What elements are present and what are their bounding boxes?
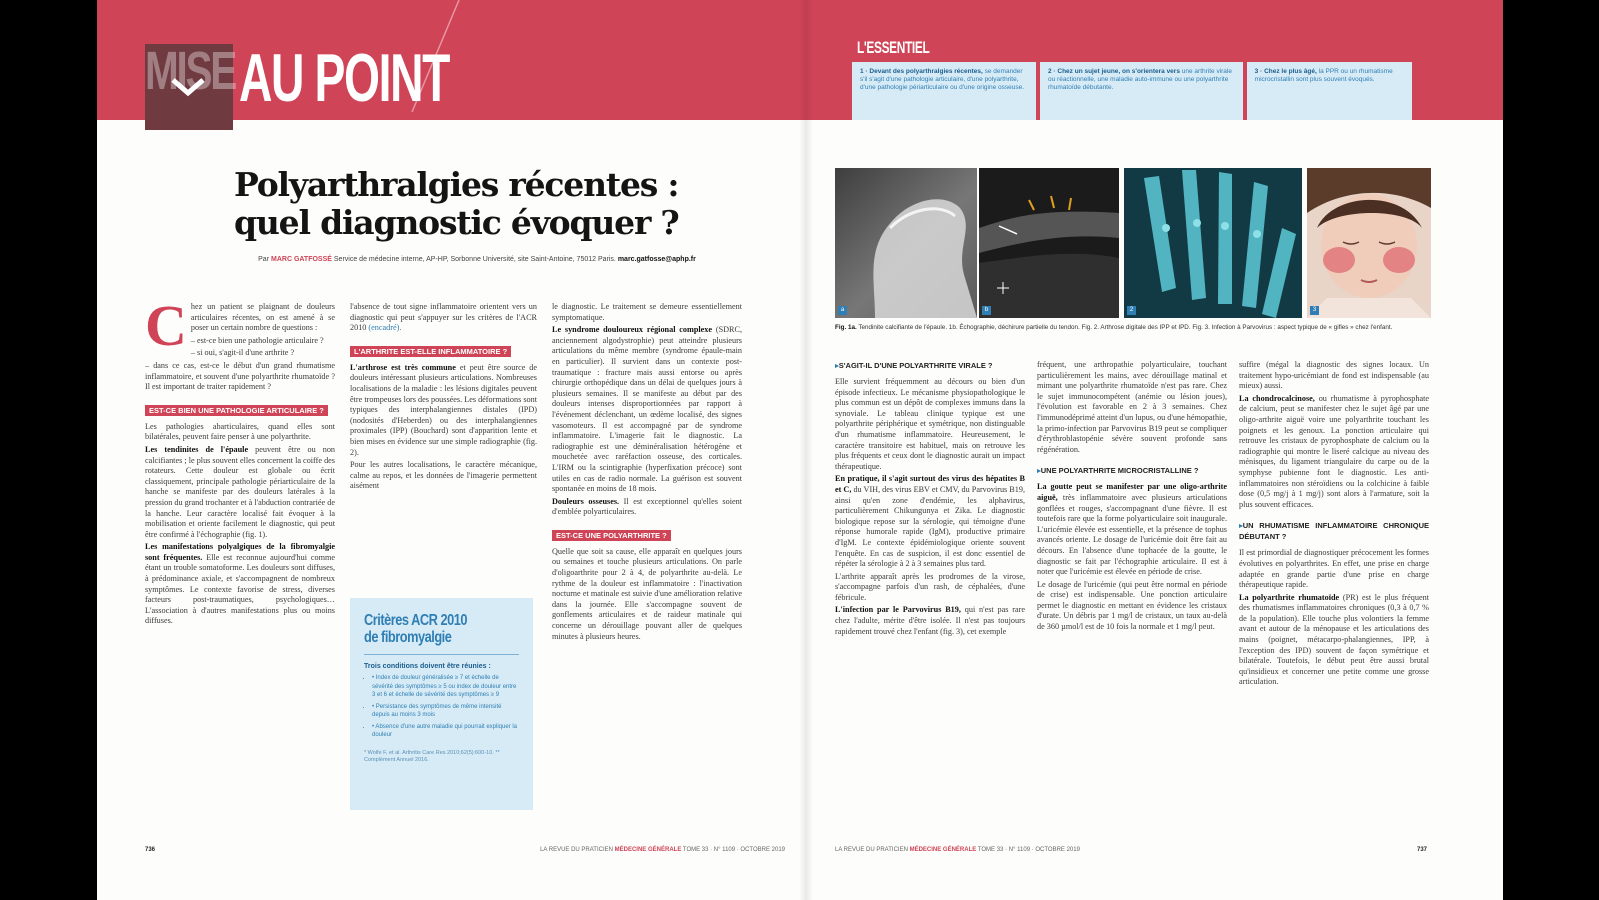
body-paragraph: Le dosage de l'uricémie (qui peut être normal en période de crise) est indispensable. Une ponction articulaire permet le diagnostic en mettant en évidence les cristaux d'urate. Un débris par 1 mg/l de cristaux, un taux au-delà de 360 µmol/l est de 10 fois la normale et 1 mg/l peut. <box>1037 579 1227 632</box>
right-column-1 <box>835 360 1025 815</box>
ultrasound-image <box>979 168 1119 318</box>
section-heading: ▸ UNE POLYARTHRITE MICROCRISTALLINE ? <box>1037 465 1227 476</box>
essentiel-item-3 <box>1247 62 1412 120</box>
essentiel-item-text: se demander s'il s'agit d'une pathologie articulaire, d'une polyarthrite, d'une pathologie périarticulaire ou d'une origine osseuse. <box>860 68 1025 92</box>
left-column-2 <box>350 302 537 592</box>
rubric-title: AU POINT <box>239 40 450 116</box>
body-paragraph <box>1037 482 1227 577</box>
article-title-line-1: Polyarthralgies récentes : <box>234 165 679 204</box>
byline-prefix: Par <box>258 256 270 263</box>
acr-criteria-box <box>350 598 533 810</box>
intro-bullet: – est-ce bien une pathologie articulaire ? <box>190 335 324 345</box>
body-paragraph: Il est primordial de diagnostiquer précocement les formes évolutives en polyarthrites. En effet, une prise en charge adaptée en grande partie d'une prise en charge thérapeutique rapide. <box>1239 548 1429 590</box>
footer-brand: MÉDECINE GÉNÉRALE <box>614 847 682 853</box>
body-paragraph <box>835 474 1025 569</box>
author-name: MARC GATFOSSÉ <box>271 256 332 263</box>
figure-1b-ultrasound <box>979 168 1119 318</box>
lead-in: Les tendinites de l'épaule <box>145 444 249 454</box>
lead-in: En pratique, il s'agit surtout des virus des hépatites B et C, <box>835 474 1025 494</box>
intro-text: hez un patient se plaignant de douleurs articulaires récentes, on est amené à se poser un certain nombre de questions : <box>190 302 335 333</box>
body-paragraph: Elle survient fréquemment au décours ou bien d'un épisode infectieux. Le mécanisme physiopathologique le plus commun est un dépôt de complexes immuns dans la synoviale. Le tableau clinique typique est une polyarthrite périphérique et symétrique, non distinguable d'un rhumatisme inflammatoire. Heureusement, le caractère transitoire est habituel, mais on retrouve les plus fréquents et ceux dont le diagnostic aurait un impact thérapeutique. <box>835 377 1025 471</box>
lead-in: La polyarthrite rhumatoïde <box>1239 592 1340 602</box>
lead-in: Douleurs osseuses. <box>552 496 620 506</box>
body-paragraph: Quelle que soit sa cause, elle apparaît en quelques jours ou semaines et touche plusieurs articulations. On parle d'oligoarthrite pour 2 à 4, de polyarthrite au-delà. Le rythme de la douleur est inflammatoire : l'inactivation nocturne et matinale est suivie d'une amélioration relative dans la journée. Elle s'accompagne souvent de gonflements articulaires et de raideur matinale qui concerne un dérouillage pouvant aller de quelques minutes à plusieurs heures. <box>552 546 742 641</box>
body-paragraph: fréquent, une arthropathie polyarticulaire, touchant particulièrement les mains, avec dérouillage matinal et mimant une polyarthrite rhumatoïde n'est pas rare. Chez le sujet immunocompétent (anémie ou lésion joues), l'évolution est favorable en 2 à 3 semaines. Chez l'immunodéprimé atteint d'un lupus, ou d'une hémopathie, la primo-infection par Parvovirus B19 peut se compliquer d'érythroblastopénie sévère souvent profonde sans régénération. <box>1037 360 1227 454</box>
figure-badge: b <box>982 306 991 315</box>
footer-journal: LA REVUE DU PRATICIEN <box>540 847 613 853</box>
paragraph-text: très inflammatoire avec plusieurs articulations gonflées et rouges, s'accompagnant d'une fièvre. Il est toutefois rare que la forme polyarticulaire soit inaugurale. L'uricémie élevée est essentielle, et la présence de tophus avancés oriente. Le dosage de l'uricémie doit être fait au décours. En l'absence d'une tophacée de la goutte, le diagnostic se fait par l'échographie articulaire. Il est à noter que l'uricémie est élevée en période de crise. <box>1037 492 1227 577</box>
chevron-check-icon <box>169 74 207 98</box>
magazine-spread <box>97 0 1503 900</box>
footer-journal: LA REVUE DU PRATICIEN <box>835 847 908 853</box>
box-criterion: • • Index de douleur généralisée ≥ 7 et échelle de sévérité des symptômes ≥ 5 ou index de douleur entre 3 et 6 et échelle de sévérité des symptômes ≥ 9 <box>372 674 519 700</box>
essentiel-item-1 <box>852 62 1036 120</box>
paragraph-text: du VIH, des virus EBV et CMV, du Parvovirus B19, ainsi qu'en zone d'endémie, les alphavirus, particulièrement Chikungunya et Zika. Le diagnostic biologique repose sur la sérologie, qui témoigne d'une réponse humorale rapide (IgM), productive primaire d'IgM. Le contexte épidémiologique oriente souvent l'enquête. En cas de suspicion, il est donc essentiel de répéter la sérologie à 2 à 3 semaines plus tard. <box>835 484 1025 569</box>
box-criteria-list <box>364 674 519 740</box>
paragraph-text: (SDRC, anciennement algodystrophie) peut atteindre plusieurs articulations du même membre (syndrome épaule-main en particulier). Il survient dans un contexte post-traumatique : fracture mais aussi entorse ou après chirurgie orthopédique dans un délai de quelques jours à plusieurs semaines. Il se manifeste au début par des douleurs intenses disproportionnées par rapport à l'événement déclenchant, un œdème localisé, des signes vasomoteurs. Il est accompagné par de syndrome inflammatoire. L'imagerie fait le diagnostic. La radiographie est une déminéralisation hétérogène et mouchetée avec raréfaction osseuse, des corticales. L'IRM ou la scintigraphie (hyperfixation précoce) sont utiles en cas de radio normale. La guérison est souvent spontanée en moins de 18 mois. <box>552 325 742 494</box>
footer-issue-text: TOME 33 · N° 1109 · OCTOBRE 2019 <box>977 847 1080 853</box>
figure-badge: a <box>838 306 847 315</box>
lead-in: L'infection par le Parvovirus B19, <box>835 605 961 615</box>
intro-bullet: – dans ce cas, est-ce le début d'un grand rhumatisme inflammatoire, et souvent d'une polyarthrite rhumatoïde ? Il est important de traiter rapidement ? <box>145 360 335 392</box>
box-criterion: • • Absence d'une autre maladie qui pourrait expliquer la douleur <box>372 723 519 740</box>
right-page-footer <box>835 847 1427 853</box>
right-column-3 <box>1239 360 1429 815</box>
caption-text: Tendinite calcifiante de l'épaule. 1b. Échographie, déchirure partielle du tendon. Fig. 2. Arthrose digitale des IPP et IPD. Fig. 3. Infection à Parvovirus : aspect typique de « gifles » chez l'enfant. <box>858 324 1393 331</box>
essentiel-item-lead: 2 · Chez un sujet jeune, on s'orientera vers <box>1048 68 1180 75</box>
paragraph-text: (PR) est le plus fréquent des rhumatismes inflammatoires chroniques (0,3 à 0,7 % de la population). Elle touche plus volontiers la femme avant et autour de la ménopause et les articulations des mains (poignet, métacarpo-phalangiennes, IPP, à l'exception des IPD) souvent de façon symétrique et bilatérale. Toutefois, le début peut être aussi brutal qu'insidieux et concerner une petite comme une grosse articulation. <box>1239 592 1429 687</box>
article-title <box>234 166 704 242</box>
lead-in: La goutte peut se manifester par une oligo-arthrite aiguë, <box>1037 482 1227 502</box>
body-paragraph <box>350 363 537 458</box>
body-paragraph: Pour les autres localisations, le caractère mécanique, calme au repos, et les données de l'imagerie permettent aisément <box>350 460 537 491</box>
footer-issue <box>540 847 785 853</box>
body-paragraph <box>552 497 742 518</box>
essentiel-item-lead: 1 · Devant des polyarthralgies récentes, <box>860 68 983 75</box>
article-title-line-2: quel diagnostic évoquer ? <box>234 203 679 242</box>
body-paragraph <box>145 542 335 627</box>
figure-3-child-face <box>1307 168 1431 318</box>
author-email: marc.gatfosse@aphp.fr <box>617 256 696 263</box>
essentiel-label: L'ESSENTIEL <box>857 38 930 57</box>
section-heading: ▸ S'AGIT-IL D'UNE POLYARTHRITE VIRALE ? <box>835 360 1025 371</box>
body-paragraph <box>835 605 1025 637</box>
figure-badge: 3 <box>1310 306 1319 315</box>
box-reference: (encadré). <box>368 323 402 333</box>
body-paragraph: suffire (mégal la diagnostic des signes locaux. Un traitement hypo-uricémiant de fond est indispensable (au mieux) aussi. <box>1239 360 1429 391</box>
child-photo-image <box>1307 168 1431 318</box>
intro-bullet: – si oui, s'agit-il d'une arthrite ? <box>190 348 295 358</box>
figure-2-hand-xray <box>1124 168 1302 318</box>
shoulder-xray-image <box>835 168 977 318</box>
section-heading: ▸ UN RHUMATISME INFLAMMATOIRE CHRONIQUE DÉBUTANT ? <box>1239 520 1429 542</box>
body-paragraph <box>552 325 742 495</box>
left-column-1 <box>145 302 335 832</box>
paragraph-text: qui n'est pas rare chez l'adulte, mérite d'être isolée. Il n'est pas toujours rapidement trouvé chez l'enfant (fig. 3), cet exemple <box>835 605 1025 636</box>
left-page-footer <box>145 847 785 853</box>
section-heading: EST-CE BIEN UNE PATHOLOGIE ARTICULAIRE ? <box>145 405 328 416</box>
body-paragraph: Les pathologies abarticulaires, quand elles sont bilatérales, peuvent faire penser à une polyarthrite. <box>145 421 335 442</box>
lead-in: Le syndrome douloureux régional complexe <box>552 325 713 335</box>
box-footnote: * Wolfe F, et al. Arthritis Care Res 2010;62(5):600-10. ** Complément Annuel 2016. <box>364 749 500 763</box>
page-number: 736 <box>145 847 156 853</box>
footer-brand: MÉDECINE GÉNÉRALE <box>909 847 977 853</box>
lead-in: Les manifestations polyalgiques de la fibromyalgie sont fréquentes. <box>145 542 335 562</box>
page-number: 737 <box>1416 847 1427 853</box>
essentiel-item-text: la PPR ou un rhumatisme microcristallin sont plus souvent évoqués. <box>1254 68 1393 84</box>
figure-badge: 2 <box>1127 306 1136 315</box>
caption-lead: Fig. 1a. <box>835 324 857 331</box>
paragraph-text: Elle est reconnue aujourd'hui comme étant un trouble somatoforme. Les douleurs sont diffuses, à prédominance axiale, et s'accompagnent de nombreux symptômes. Le contexte favorise de stress, diverses facteurs post-traumatiques, psychologiques… L'association à d'autres manifestations plus ou moins diffuses. <box>145 552 335 626</box>
essentiel-box <box>852 62 1412 120</box>
body-paragraph: L'arthrite apparaît après les prodromes de la virose, s'accompagne parfois d'un rash, de céphalées, d'une fébricule. <box>835 571 1025 602</box>
footer-issue <box>835 847 1080 853</box>
section-heading: L'ARTHRITE EST-ELLE INFLAMMATOIRE ? <box>350 346 511 357</box>
box-title-line-2: de fibromyalgie <box>364 629 452 646</box>
body-paragraph <box>145 445 335 540</box>
dropcap: C <box>145 302 187 358</box>
left-column-3 <box>552 302 742 817</box>
paragraph-text: et peut être source de douleurs intéressant plusieurs articulations. Nombreuses localisations de la maladie : les lésions digitales peuvent être trompeuses lors des poussées. Les déformations sont typiques des interphalangiennes distales (IPD) (nodosités d'Heberden) ou des interphalangiennes proximales (IPP) (Bouchard) sont d'apparition lente et bien mises en évidence sur une simple radiographie (fig. 2). <box>350 362 537 457</box>
body-paragraph <box>1239 593 1429 688</box>
figure-1a-xray <box>835 168 977 318</box>
essentiel-item-2 <box>1040 62 1243 120</box>
author-affiliation: Service de médecine interne, AP-HP, Sorbonne Université, site Saint-Antoine, 75012 Paris. <box>333 256 616 263</box>
box-title-line-1: Critères ACR 2010 <box>364 612 468 629</box>
essentiel-item-lead: 3 · Chez le plus âgé, <box>1254 68 1317 75</box>
body-paragraph <box>1239 394 1429 511</box>
body-paragraph: le diagnostic. Le traitement se demeure essentiellement symptomatique. <box>552 302 742 322</box>
paragraph-text: peuvent être ou non calcifiantes ; le plus souvent elles concernent la coiffe des rotateurs. Cette douleur est globale ou écrit classiquement, principale pathologie périarticulaire de la hanche se manifeste par des douleurs latérales à la pression du grand trochanter et à l'abduction contrariée de la hanche. Leur caractère localisé fait évoquer à la mobilisation et oriente facilement le diagnostic, qui peut être confirmé à l'échographie (fig. 1). <box>145 444 335 539</box>
page-fold <box>799 0 813 900</box>
box-heading: Trois conditions doivent être réunies : <box>364 663 491 670</box>
essentiel-item-text: une arthrite virale ou réactionnelle, une maladie auto-immune ou une polyarthrite rhumatoïde débutante. <box>1048 68 1232 92</box>
byline <box>257 254 697 265</box>
lead-in: La chondrocalcinose, <box>1239 393 1315 403</box>
body-paragraph <box>350 302 537 334</box>
right-column-2 <box>1037 360 1227 815</box>
lead-in: L'arthrose est très commune <box>350 362 456 372</box>
paragraph-text: ou rhumatisme à pyrophosphate de calcium, peut se manifester chez le sujet âgé par une oligo-arthrite aiguë voire une polyarthrite touchant les poignets et les genoux. La ponction articulaire qui retrouve les cristaux de pyrophosphate de calcium ou la radiographie qui montre le liseré calcique au niveau des ménisques, du ligament triangulaire du carpe ou de la symphyse pubienne font le diagnostic. Les anti-inflammatoires non stéroïdiens ou la colchicine à faible dose (0,5 mg/j à 1 mg/j) sont alors à l'armature, soit la plus souvent efficaces. <box>1239 393 1429 509</box>
hand-xray-image <box>1124 168 1302 318</box>
box-divider <box>364 654 519 655</box>
footer-issue-text: TOME 33 · N° 1109 · OCTOBRE 2019 <box>682 847 785 853</box>
figure-caption <box>835 324 1425 332</box>
paragraph-text: Il est exceptionnel qu'elles soient d'emblée polyarticulaires. <box>552 496 742 517</box>
rubric-first-word: MISE <box>145 41 236 101</box>
paragraph-text: l'absence de tout signe inflammatoire orientent vers un diagnostic qui peut s'appuyer sur les critères de l'ACR 2010 <box>350 302 537 333</box>
section-heading: EST-CE UNE POLYARTHRITE ? <box>552 530 671 541</box>
box-criterion: • • Persistance des symptômes de même intensité depuis au moins 3 mois <box>372 703 519 720</box>
